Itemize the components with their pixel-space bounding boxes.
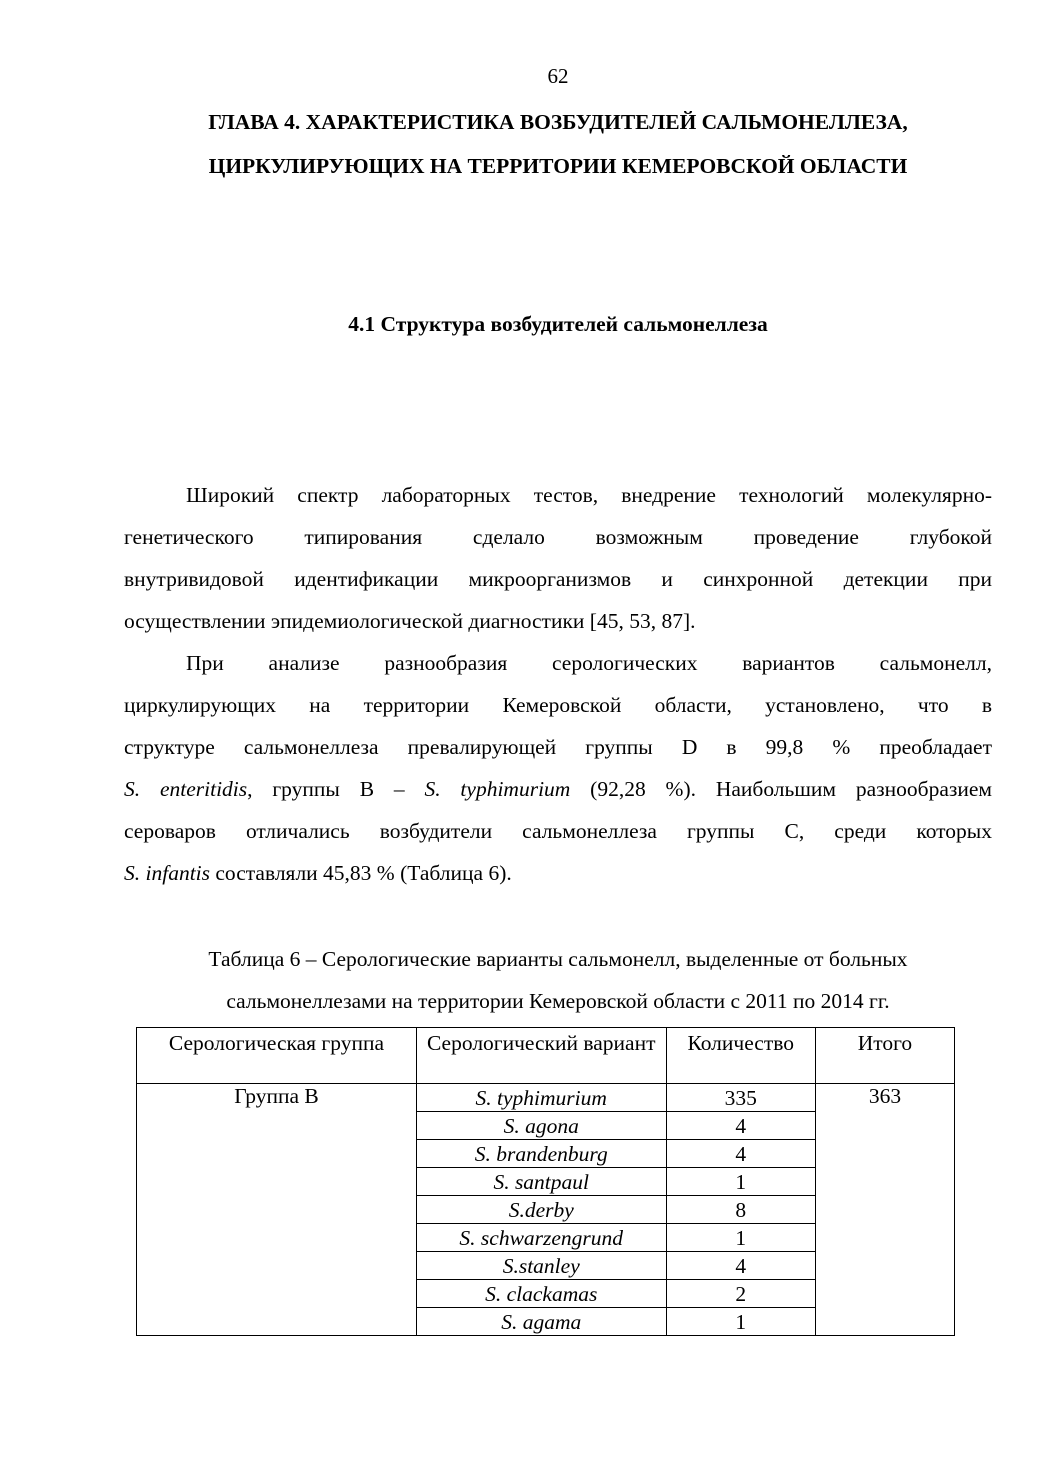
variant-name: S. santpaul xyxy=(493,1169,590,1194)
variant-name: S. agona xyxy=(503,1113,579,1138)
variant-name: S. typhimurium xyxy=(475,1085,607,1110)
paragraph-2-line-6-text: составляли 45,83 % (Таблица 6). xyxy=(210,861,512,885)
variant-cell xyxy=(416,1084,666,1112)
total-cell: 363 xyxy=(815,1084,954,1336)
paragraph-2-line-4 xyxy=(124,768,992,810)
variant-name: S. schwarzengrund xyxy=(459,1225,624,1250)
species-enteritidis: S. enteritidis xyxy=(124,777,248,801)
paragraph-2-line-1: При анализе разнообразия серологических вариантов сальмонелл, xyxy=(186,651,992,675)
variant-cell xyxy=(416,1280,666,1308)
count-cell: 4 xyxy=(666,1140,815,1168)
serovar-table xyxy=(136,1027,955,1336)
header-total: Итого xyxy=(815,1028,954,1084)
variant-name: S. brandenburg xyxy=(474,1141,608,1166)
paragraph-1 xyxy=(124,474,992,642)
paragraph-1-line-2: генетического типирования сделало возможным проведение глубокой xyxy=(124,525,992,549)
section-title: 4.1 Структура возбудителей сальмонеллеза xyxy=(348,312,768,336)
header-serological-variant: Серологический вариант xyxy=(416,1028,666,1084)
species-infantis: S. infantis xyxy=(124,861,211,885)
table-row xyxy=(137,1084,955,1112)
header-count: Количество xyxy=(666,1028,815,1084)
variant-name: S. agama xyxy=(501,1309,582,1334)
chapter-title-line-1: ГЛАВА 4. ХАРАКТЕРИСТИКА ВОЗБУДИТЕЛЕЙ САЛЬМОНЕЛЛЕЗА, xyxy=(208,110,908,134)
table-caption-line-1: Таблица 6 – Серологические варианты сальмонелл, выделенные от больных xyxy=(208,947,908,971)
variant-cell xyxy=(416,1112,666,1140)
variant-cell xyxy=(416,1168,666,1196)
header-serological-group: Серологическая группа xyxy=(137,1028,417,1084)
paragraph-2-line-4-text-1: , группы В – xyxy=(247,777,425,801)
count-cell: 1 xyxy=(666,1168,815,1196)
variant-cell xyxy=(416,1140,666,1168)
count-cell: 8 xyxy=(666,1196,815,1224)
paragraph-2-line-5: сероваров отличались возбудители сальмонеллеза группы С, среди которых xyxy=(124,819,992,843)
variant-cell xyxy=(416,1196,666,1224)
count-cell: 4 xyxy=(666,1112,815,1140)
count-cell: 2 xyxy=(666,1280,815,1308)
paragraph-2-line-4-text-2: (92,28 %). Наибольшим разнообразием xyxy=(570,777,993,801)
count-cell: 1 xyxy=(666,1308,815,1336)
paragraph-2 xyxy=(124,642,992,894)
count-cell: 1 xyxy=(666,1224,815,1252)
paragraph-1-line-1: Широкий спектр лабораторных тестов, внедрение технологий молекулярно- xyxy=(186,483,992,507)
variant-cell xyxy=(416,1224,666,1252)
variant-cell xyxy=(416,1252,666,1280)
group-cell: Группа В xyxy=(137,1084,417,1336)
paragraph-1-line-4: осуществлении эпидемиологической диагностики [45, 53, 87]. xyxy=(124,609,696,633)
paragraph-1-line-3: внутривидовой идентификации микроорганизмов и синхронной детекции при xyxy=(124,567,992,591)
page-number: 62 xyxy=(547,64,569,88)
paragraph-2-line-6 xyxy=(124,852,992,894)
variant-name: S.derby xyxy=(508,1197,574,1222)
paragraph-2-line-2: циркулирующих на территории Кемеровской области, установлено, что в xyxy=(124,693,992,717)
table-caption-line-2: сальмонеллезами на территории Кемеровской области с 2011 по 2014 гг. xyxy=(226,989,890,1013)
table-caption xyxy=(120,938,996,1022)
paragraph-2-line-3: структуре сальмонеллеза превалирующей группы D в 99,8 % преобладает xyxy=(124,735,992,759)
count-cell: 335 xyxy=(666,1084,815,1112)
variant-name: S. clackamas xyxy=(485,1281,598,1306)
chapter-title-line-2: ЦИРКУЛИРУЮЩИХ НА ТЕРРИТОРИИ КЕМЕРОВСКОЙ ОБЛАСТИ xyxy=(208,154,908,178)
variant-name: S.stanley xyxy=(502,1253,580,1278)
table-header-row xyxy=(137,1028,955,1084)
chapter-title xyxy=(120,100,996,188)
count-cell: 4 xyxy=(666,1252,815,1280)
variant-cell xyxy=(416,1308,666,1336)
species-typhimurium: S. typhimurium xyxy=(424,777,571,801)
